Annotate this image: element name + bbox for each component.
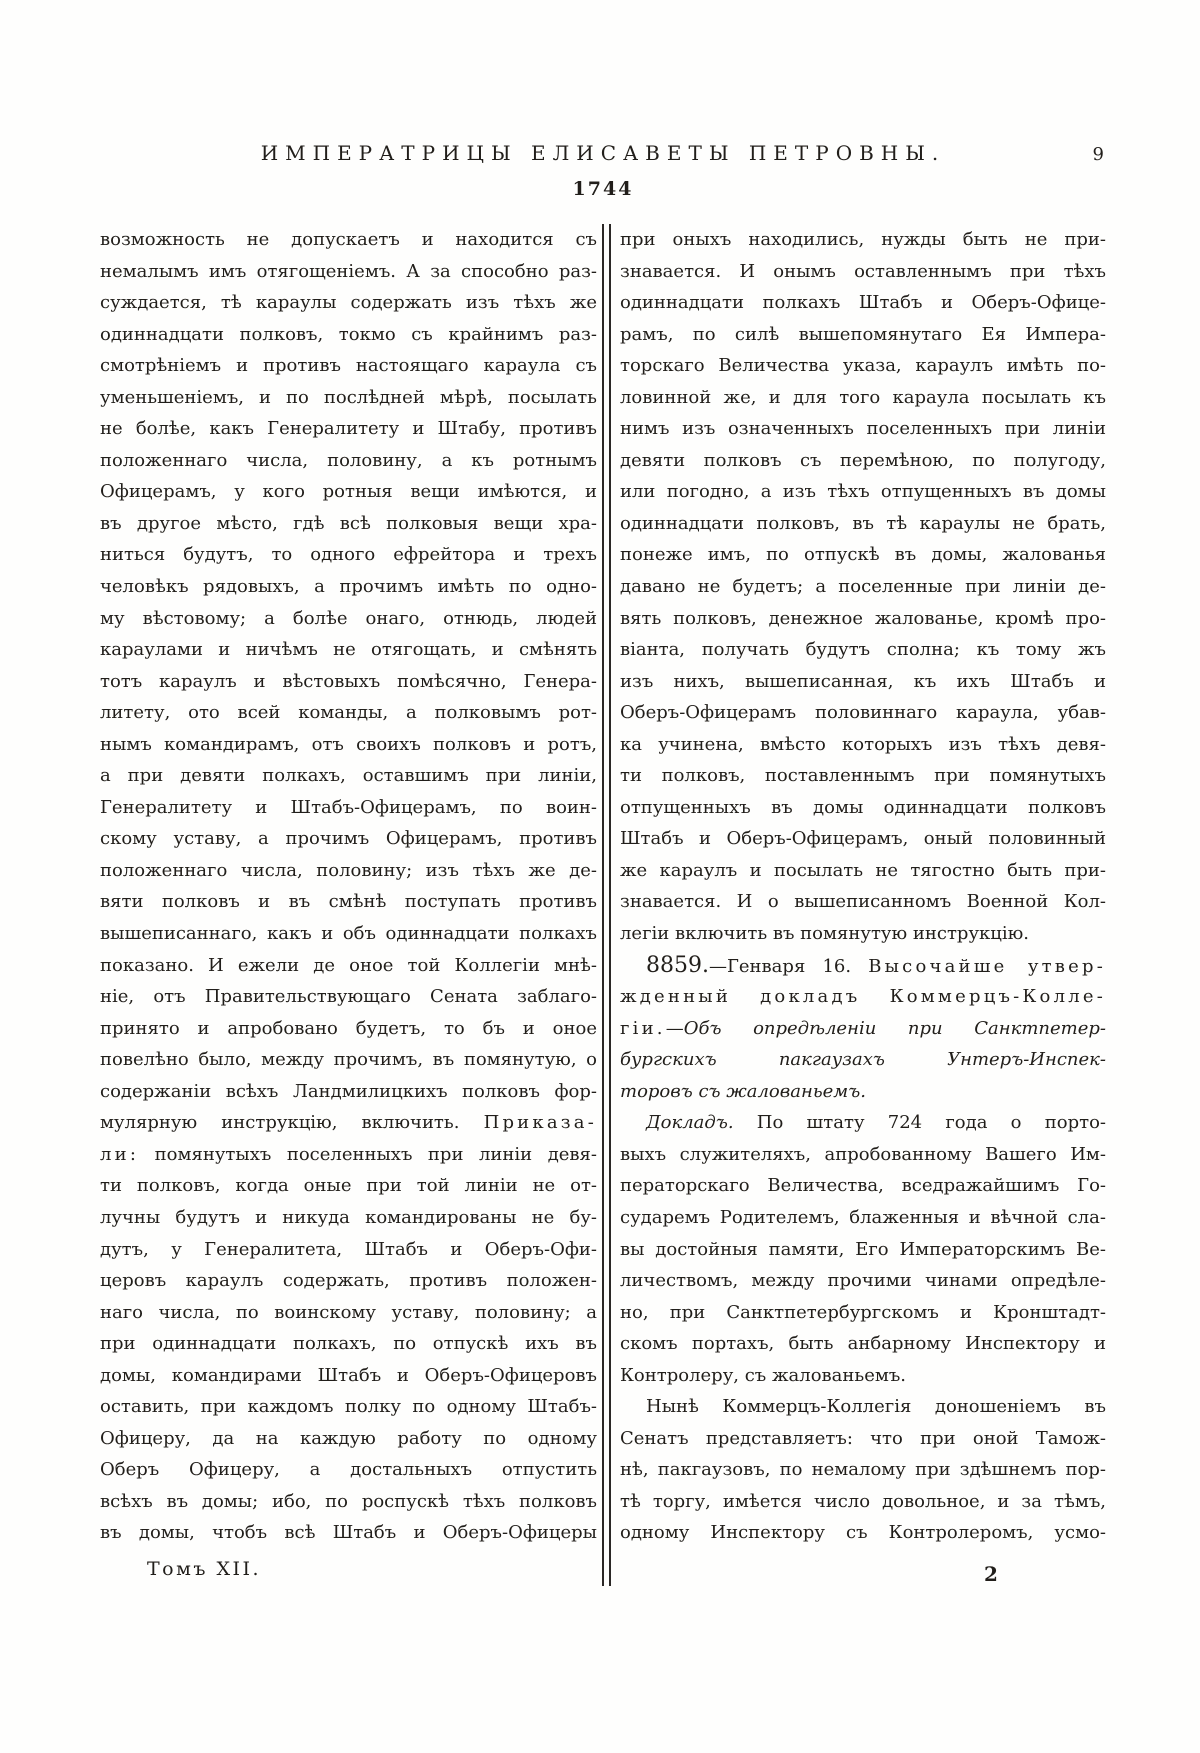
text-line <box>100 950 597 982</box>
text-line <box>620 571 1106 603</box>
text-segment: ниться будутъ, то одного ефрейтора и трехъ <box>100 544 597 566</box>
text-line <box>620 413 1106 445</box>
text-columns <box>100 224 1106 1586</box>
text-segment: девяти полковъ съ перемѣною, по полугоду, <box>620 449 1106 471</box>
text-line <box>620 1328 1106 1360</box>
text-segment: 8859. <box>646 952 709 978</box>
text-line <box>620 1107 1106 1139</box>
text-segment: же караулъ и посылать не тягостно быть при- <box>620 859 1106 881</box>
text-segment: Штабъ и Оберъ-Офицерамъ, оный половинный <box>620 828 1106 850</box>
text-line <box>100 823 597 855</box>
text-segment: Офицеру, да на каждую работу по одному <box>100 1427 597 1449</box>
text-segment: Сенатъ представляетъ: что при оной Тамож- <box>620 1427 1106 1449</box>
text-segment: гіи. <box>620 1017 666 1039</box>
text-line <box>100 697 597 729</box>
text-line <box>100 1454 597 1486</box>
text-segment: —Генваря 16. <box>708 955 869 977</box>
text-line <box>620 666 1106 698</box>
text-segment: содержаніи всѣхъ Ландмилицкихъ полковъ фор- <box>100 1080 597 1102</box>
text-segment: оставить, при каждомъ полку по одному Штабъ- <box>100 1396 597 1418</box>
text-line <box>620 1013 1106 1045</box>
text-line <box>620 256 1106 288</box>
text-line <box>100 981 597 1013</box>
text-segment: ти полковъ, когда оные при той линіи не от- <box>100 1175 597 1197</box>
text-line <box>620 1517 1106 1549</box>
text-segment: но, при Санктпетербургскомъ и Кронштадт- <box>620 1301 1106 1323</box>
text-segment: смотрѣніемъ и противъ настоящаго караула съ <box>100 355 597 377</box>
text-line <box>100 476 597 508</box>
text-line <box>100 571 597 603</box>
text-line <box>100 1170 597 1202</box>
text-segment: а при девяти полкахъ, оставшимъ при линіи, <box>100 765 597 787</box>
text-segment: ка учинена, вмѣсто которыхъ изъ тѣхъ девя- <box>620 733 1106 755</box>
text-line <box>100 508 597 540</box>
text-line <box>100 792 597 824</box>
text-segment: уменьшеніемъ, и по послѣдней мѣрѣ, посылать <box>100 386 597 408</box>
text-segment: скомъ портахъ, быть анбарному Инспектору и <box>620 1333 1106 1355</box>
text-line <box>100 1202 597 1234</box>
text-segment: понеже имъ, по отпускѣ въ домы, жалованья <box>620 544 1106 566</box>
text-segment: домы, командирами Штабъ и Оберъ-Офицеровъ <box>100 1364 597 1386</box>
text-line <box>620 1139 1106 1171</box>
text-line <box>100 350 597 382</box>
text-line <box>620 950 1106 982</box>
text-line <box>100 1265 597 1297</box>
text-line <box>100 1044 597 1076</box>
text-line <box>620 1234 1106 1266</box>
text-line <box>100 1486 597 1518</box>
text-segment: ловинной же, и для того караула посылать къ <box>620 386 1106 408</box>
text-line <box>100 886 597 918</box>
text-segment: положеннаго числа, половину, а къ ротнымъ <box>100 449 597 471</box>
text-line <box>100 634 597 666</box>
text-segment: —Объ опредѣленіи при Санктпетер- <box>665 1017 1106 1039</box>
text-segment: дутъ, у Генералитета, Штабъ и Оберъ-Офи- <box>100 1238 597 1260</box>
text-segment: вяти полковъ и въ смѣнѣ поступать противъ <box>100 891 597 913</box>
text-segment: нѣ, пакгаузовъ, по немалому при здѣшнемъ пор- <box>620 1459 1106 1481</box>
signature-mark: 2 <box>984 1562 998 1586</box>
running-title: ИМПЕРАТРИЦЫ ЕЛИСАВЕТЫ ПЕТРОВНЫ. <box>260 141 946 165</box>
text-segment: Офицерамъ, у кого ротныя вещи имѣются, и <box>100 481 597 503</box>
text-line <box>620 287 1106 319</box>
text-segment: сударемъ Родителемъ, блаженныя и вѣчной сла- <box>620 1206 1106 1228</box>
text-segment: человѣкъ рядовыхъ, а прочимъ имѣть по одно- <box>100 576 597 598</box>
text-segment: ти полковъ, поставленнымъ при помянутыхъ <box>620 765 1106 787</box>
text-line <box>620 918 1106 950</box>
text-line <box>620 792 1106 824</box>
text-line <box>100 256 597 288</box>
text-segment: ли: <box>100 1143 140 1165</box>
year-heading: 1744 <box>572 178 634 200</box>
text-line <box>620 855 1106 887</box>
text-line <box>620 319 1106 351</box>
text-line <box>100 224 597 256</box>
text-segment: литету, ото всей команды, а полковымъ рот- <box>100 702 597 724</box>
text-segment: Докладъ. <box>646 1112 734 1134</box>
text-segment: жденный докладъ Коммерцъ-Колле- <box>620 986 1106 1008</box>
text-segment: показано. И ежели де оное той Коллегіи мнѣ- <box>100 954 597 976</box>
text-line <box>100 413 597 445</box>
text-line <box>100 1234 597 1266</box>
text-line <box>620 1076 1106 1108</box>
text-segment: лучны будутъ и никуда командированы не бу- <box>100 1206 597 1228</box>
text-line <box>100 1013 597 1045</box>
text-segment: ператорскаго Величества, вседражайшимъ Го- <box>620 1175 1106 1197</box>
page-header <box>100 141 1106 173</box>
text-segment: личествомъ, между прочими чинами опредѣле- <box>620 1270 1106 1292</box>
text-segment: вы достойныя памяти, Его Императорскимъ Ве- <box>620 1238 1106 1260</box>
text-segment: вышеписаннаго, какъ и объ одиннадцати полкахъ <box>100 923 597 945</box>
text-segment: одному Инспектору съ Контролеромъ, усмо- <box>620 1522 1106 1544</box>
text-line <box>620 1423 1106 1455</box>
text-line <box>620 697 1106 729</box>
text-segment: наго числа, по воинскому уставу, половину; а <box>100 1301 597 1323</box>
text-segment: не болѣе, какъ Генералитету и Штабу, противъ <box>100 418 597 440</box>
page-number: 9 <box>1092 144 1104 165</box>
text-line <box>100 1297 597 1329</box>
text-segment: торовъ съ жалованьемъ. <box>620 1080 866 1102</box>
text-line <box>620 823 1106 855</box>
text-segment: скому уставу, а прочимъ Офицерамъ, противъ <box>100 828 597 850</box>
text-line <box>100 603 597 635</box>
text-line <box>620 224 1106 256</box>
text-line <box>100 1517 597 1549</box>
text-segment: Контролеру, съ жалованьемъ. <box>620 1364 907 1386</box>
text-segment: мулярную инструкцію, включить. <box>100 1112 484 1134</box>
text-segment: Оберъ-Офицерамъ половиннаго караула, убав- <box>620 702 1106 724</box>
text-segment: отпущенныхъ въ домы одиннадцати полковъ <box>620 796 1106 818</box>
text-line <box>620 634 1106 666</box>
text-segment: одиннадцати полковъ, въ тѣ караулы не брать, <box>620 512 1106 534</box>
text-line <box>620 1360 1106 1392</box>
text-line <box>620 539 1106 571</box>
text-line <box>620 729 1106 761</box>
text-line <box>100 287 597 319</box>
text-segment: му вѣстовому; а болѣе онаго, отнюдь, людей <box>100 607 597 629</box>
text-line <box>100 1360 597 1392</box>
text-segment: положеннаго числа, половину; изъ тѣхъ же де- <box>100 859 597 881</box>
text-line <box>620 1202 1106 1234</box>
text-segment: или погодно, а изъ тѣхъ отпущенныхъ въ домы <box>620 481 1106 503</box>
text-segment: давано не будетъ; а поселенные при линіи де- <box>620 576 1106 598</box>
text-segment: помянутыхъ поселенныхъ при линіи девя- <box>139 1143 597 1165</box>
text-segment: выхъ служителяхъ, апробованному Вашего Им- <box>620 1143 1106 1165</box>
text-segment: нимъ изъ означенныхъ поселенныхъ при линіи <box>620 418 1106 440</box>
text-line <box>100 666 597 698</box>
text-segment: бургскихъ пакгаузахъ Унтеръ-Инспек- <box>620 1049 1106 1071</box>
text-line <box>100 445 597 477</box>
text-segment: суждается, тѣ караулы содержать изъ тѣхъ же <box>100 292 597 314</box>
text-segment: принято и апробовано будетъ, то бъ и оное <box>100 1017 597 1039</box>
text-segment: Приказа- <box>483 1112 597 1134</box>
text-line <box>100 539 597 571</box>
text-segment: Нынѣ Коммерцъ-Коллегія доношеніемъ въ <box>646 1396 1106 1418</box>
text-line <box>100 1328 597 1360</box>
text-segment: одиннадцати полковъ, токмо съ крайнимъ раз- <box>100 323 597 345</box>
column-separator-rule <box>602 224 611 1586</box>
text-segment: повелѣно было, между прочимъ, въ помянутую, о <box>100 1049 597 1071</box>
text-segment: рамъ, по силѣ вышепомянутаго Ея Импера- <box>620 323 1106 345</box>
text-line <box>620 603 1106 635</box>
text-line <box>620 350 1106 382</box>
text-line <box>620 476 1106 508</box>
text-segment: знавается. И о вышеписанномъ Военной Кол- <box>620 891 1106 913</box>
text-line <box>620 760 1106 792</box>
text-segment: ніе, отъ Правительствующаго Сената заблаго- <box>100 986 597 1008</box>
text-line <box>620 445 1106 477</box>
text-segment: легіи включить въ помянутую инструкцію. <box>620 923 1030 945</box>
text-segment: одиннадцати полкахъ Штабъ и Оберъ-Офице- <box>620 292 1106 314</box>
text-segment: караулами и ничѣмъ не отягощать, и смѣнять <box>100 639 597 661</box>
text-line <box>100 382 597 414</box>
text-segment: немалымъ имъ отягощеніемъ. А за способно раз- <box>100 260 597 282</box>
text-segment: віанта, получать будутъ сполна; къ тому жъ <box>620 639 1106 661</box>
text-line <box>620 1486 1106 1518</box>
text-segment: вять полковъ, денежное жалованье, кромѣ про- <box>620 607 1106 629</box>
text-segment: возможность не допускаетъ и находится съ <box>100 229 597 250</box>
right-text-column <box>620 224 1106 1549</box>
text-segment: По штату 724 года о порто- <box>733 1112 1106 1134</box>
text-segment: тѣ торгу, имѣется число довольное, и за тѣмъ, <box>620 1490 1106 1512</box>
text-segment: нымъ командирамъ, отъ своихъ полковъ и ротъ, <box>100 733 597 755</box>
text-segment: всѣхъ въ домы; ибо, по роспускѣ тѣхъ полковъ <box>100 1490 597 1512</box>
text-line <box>100 1423 597 1455</box>
text-line <box>620 1454 1106 1486</box>
text-line <box>100 760 597 792</box>
text-line <box>620 1044 1106 1076</box>
text-segment: изъ нихъ, вышеписанная, къ ихъ Штабъ и <box>620 670 1106 692</box>
text-line <box>620 1265 1106 1297</box>
text-segment: тотъ караулъ и вѣстовыхъ помѣсячно, Генера- <box>100 670 597 692</box>
text-segment: знавается. И онымъ оставленнымъ при тѣхъ <box>620 260 1106 282</box>
text-line <box>620 1170 1106 1202</box>
text-segment: при оныхъ находились, нужды быть не при- <box>620 229 1106 250</box>
text-segment: въ другое мѣсто, гдѣ всѣ полковыя вещи хра- <box>100 512 597 534</box>
text-line <box>100 729 597 761</box>
text-line <box>100 1139 597 1171</box>
text-line <box>620 1391 1106 1423</box>
text-segment: церовъ караулъ содержать, противъ положен- <box>100 1270 597 1292</box>
text-line <box>620 508 1106 540</box>
text-line <box>100 319 597 351</box>
text-line <box>620 981 1106 1013</box>
text-segment: Генералитету и Штабъ-Офицерамъ, по воин- <box>100 796 597 818</box>
text-segment: торскаго Величества указа, караулъ имѣть по- <box>620 355 1106 377</box>
text-segment: Высочайше утвер- <box>868 955 1106 977</box>
left-text-column <box>100 224 597 1549</box>
text-segment: при одиннадцати полкахъ, по отпускѣ ихъ въ <box>100 1333 597 1355</box>
text-segment: въ домы, чтобъ всѣ Штабъ и Оберъ-Офицеры <box>100 1522 597 1544</box>
text-line <box>100 855 597 887</box>
text-line <box>100 1107 597 1139</box>
text-segment: Оберъ Офицеру, а достальныхъ отпустить <box>100 1459 597 1481</box>
text-line <box>100 918 597 950</box>
text-line <box>100 1391 597 1423</box>
text-line <box>100 1076 597 1108</box>
volume-footer: Томъ XII. <box>147 1558 262 1580</box>
text-line <box>620 1297 1106 1329</box>
text-line <box>620 886 1106 918</box>
text-line <box>620 382 1106 414</box>
